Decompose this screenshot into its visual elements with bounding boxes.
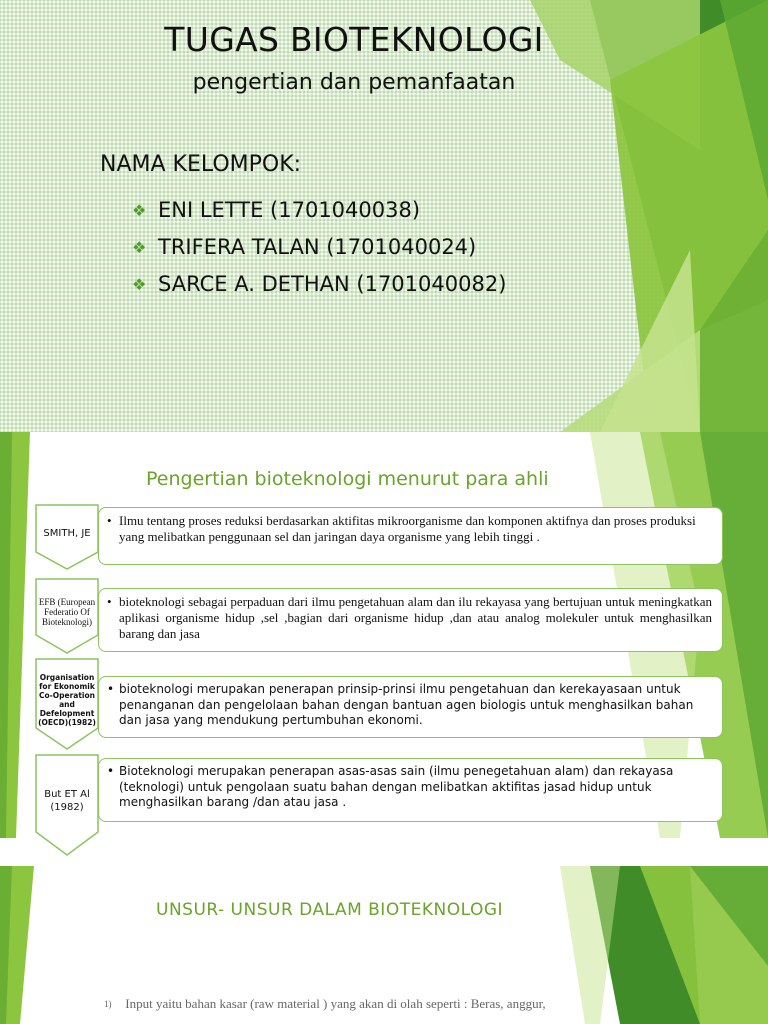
member-name: SARCE A. DETHAN (1701040082) — [158, 272, 507, 296]
definition-text: Ilmu tentang proses reduksi berdasarkan aktifitas mikroorganisme dan komponen aktifnya dan proses produksi yang melibatkan penggunaan sel dan jaringan daya organisme yang lebih tinggi . — [119, 513, 696, 544]
diamond-bullet-icon: ❖ — [132, 238, 147, 257]
definition-label-chevron — [35, 754, 99, 856]
list-item — [132, 229, 506, 266]
definition-text: Bioteknologi merupakan penerapan asas-asas sain (ilmu penegetahuan alam) dan rekayasa (teknologi) untuk pengolaan suatu bahan dengan melibatkan aktifitas jasad hidup untuk menghasilkan barang /dan atau jasa . — [119, 764, 674, 809]
definition-label-chevron — [35, 658, 99, 750]
definition-box: • bioteknologi sebagai perpaduan dari ilmu pengetahuan alam dan ilu rekayasa yang bertujuan untuk meningkatkan aplikasi organisme hidup ,sel ,bagian dari organisme hidup ,dan atau analog molekuler untuk menghasilkan barang dan jasa — [98, 588, 723, 652]
list-item-number: 1) — [104, 999, 112, 1009]
definition-source-label: SMITH, JE — [43, 527, 91, 539]
member-name: ENI LETTE (1701040038) — [158, 198, 421, 222]
page-subtitle: pengertian dan pemanfaatan — [192, 70, 516, 95]
definition-source-label: Organisation for Ekonomik Co-Operation and Defelopment (OECD)(1982) — [38, 673, 96, 727]
member-list — [132, 192, 506, 303]
definition-box: • Bioteknologi merupakan penerapan asas-asas sain (ilmu penegetahuan alam) dan rekayasa (teknologi) untuk pengolaan suatu bahan dengan melibatkan aktifitas jasad hidup untuk menghasilkan barang /dan atau jasa . — [98, 758, 723, 822]
page-title: TUGAS BIOTEKNOLOGI — [164, 20, 544, 59]
diamond-bullet-icon: ❖ — [132, 201, 147, 220]
definition-source-label: EFB (European Federatio Of Bioteknologi) — [38, 597, 96, 627]
group-label: NAMA KELOMPOK: — [100, 152, 302, 177]
definition-text: bioteknologi merupakan penerapan prinsip-prinsi ilmu pengetahuan dan kerekayasaan untuk penanganan dan pengelolaan bahan dengan bantuan agen biologis untuk menghasilkan bahan dan jasa yang mendukung pertumbuhan ekonomi. — [119, 682, 694, 727]
slide-1 — [0, 0, 768, 432]
definition-label-chevron — [35, 504, 99, 570]
slide-2 — [0, 432, 768, 864]
definition-box: • bioteknologi merupakan penerapan prinsip-prinsi ilmu pengetahuan dan kerekayasaan untuk penanganan dan pengelolaan bahan dengan bantuan agen biologis untuk menghasilkan bahan dan jasa yang mendukung pertumbuhan ekonomi. — [98, 676, 723, 738]
list-item — [104, 996, 546, 1012]
definition-label-chevron — [35, 578, 99, 654]
definition-box: • Ilmu tentang proses reduksi berdasarkan aktifitas mikroorganisme dan komponen aktifnya dan proses produksi yang melibatkan penggunaan sel dan jaringan daya organisme yang lebih tinggi . — [98, 507, 723, 565]
definition-text: bioteknologi sebagai perpaduan dari ilmu pengetahuan alam dan ilu rekayasa yang bertujuan untuk meningkatkan aplikasi organisme hidup ,sel ,bagian dari organisme hidup ,dan atau analog molekuler untuk menghasilkan barang dan jasa — [119, 594, 712, 641]
diamond-bullet-icon: ❖ — [132, 275, 147, 294]
list-item — [132, 266, 506, 303]
list-item-text: Input yaitu bahan kasar (raw material ) yang akan di olah seperti : Beras, anggur, — [125, 996, 546, 1011]
member-name: TRIFERA TALAN (1701040024) — [158, 235, 477, 259]
slide-3-title: UNSUR- UNSUR DALAM BIOTEKNOLOGI — [156, 900, 504, 920]
list-item — [132, 192, 506, 229]
slide-2-title: Pengertian bioteknologi menurut para ahli — [146, 468, 549, 490]
slide-3 — [0, 866, 768, 1024]
definition-source-label: But ET Al (1982) — [44, 789, 90, 813]
